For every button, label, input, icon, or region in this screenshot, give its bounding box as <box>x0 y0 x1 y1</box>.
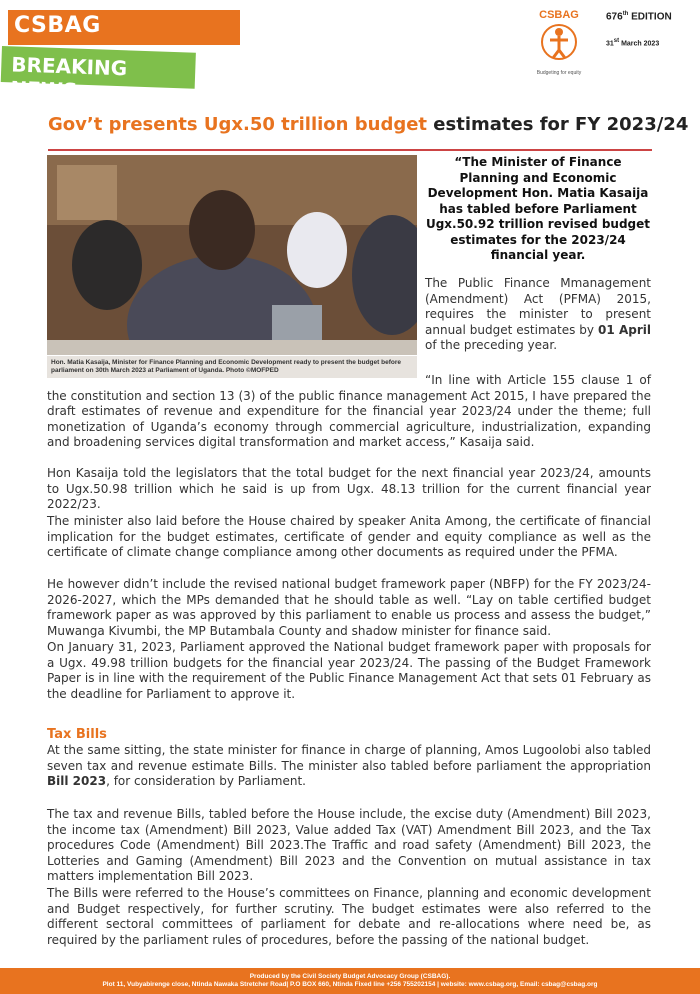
paragraph-committees: The Bills were referred to the House’s committees on Finance, planning and economic development and Budget respectively, for further scrutiny. The budget estimates were also referred to the different sectoral committees of parliament for debate and re-allocations where need be, as required by the parliament rules of procedures, before the passing of the national budget. <box>47 886 651 947</box>
edition-suffix: th <box>622 11 629 17</box>
logo-figure-body <box>550 36 568 58</box>
photo-person-back <box>287 212 347 288</box>
logo-wordmark: CSBAG <box>539 9 579 21</box>
date-rest: March 2023 <box>619 40 660 48</box>
edition-number: 676 <box>606 11 623 23</box>
issue-date <box>606 38 659 47</box>
footer-contact: Plot 11, Vubyabirenge close, Ntinda Nawaka Stretcher Road| P.O BOX 660, Ntinda Fixed line +256 755202154 | website: www.csbag.org, Email: csbag@csbag.org <box>102 981 598 988</box>
breaking-news-banner <box>1 46 196 103</box>
paragraph-tax-bills-tabled <box>47 743 651 790</box>
intro-paragraph <box>425 276 651 354</box>
tax-text-before: At the same sitting, the state minister for finance in charge of planning, Amos Lugoolobi also tabled seven tax and revenue estimate Bills. The minister also tabled before parliament the appropriation <box>47 743 651 773</box>
paragraph-nbfp: He however didn’t include the revised national budget framework paper (NBFP) for the FY 2023/24-2026-2027, which the MPs demanded that he should table as well. “Lay on table certified budget framework paper as was approved by this parliament to enable us process and assess the budget,” Muwanga Kivumbi, the MP Butambala County and shadow minister for finance said. <box>47 577 651 638</box>
date-day: 31 <box>606 40 614 48</box>
photo-caption: Hon. Matia Kasaija, Minister for Finance Planning and Economic Development ready to present the budget before parliament on 30th March 2023 at Parliament of Uganda. Photo ©MOFPED <box>47 356 417 378</box>
date-suffix: st <box>613 38 620 44</box>
tax-text-after: , for consideration by Parliament. <box>106 774 306 788</box>
photo-person-left <box>72 220 142 310</box>
logo-tagline: Budgeting for equity <box>536 70 582 76</box>
headline-dark: estimates for FY 2023/24 <box>427 114 689 135</box>
breaking-news-label: BREAKING NEWS <box>10 52 128 103</box>
headline-orange: Gov’t presents Ugx.50 trillion budget <box>48 114 428 135</box>
logo-figure-head <box>555 28 563 36</box>
minister-photo <box>47 155 417 355</box>
footer <box>0 968 700 994</box>
intro-text-before: The Public Finance Mmanagement (Amendment) Act (PFMA) 2015, requires the minister to present annual budget estimates by <box>425 276 651 337</box>
pull-quote: “The Minister of Finance Planning and Economic Development Hon. Matia Kasaija has tabled before Parliament Ugx.50.92 trillion revised budget estimates for the 2023/24 financial year. <box>425 155 651 262</box>
csbag-logo <box>528 4 590 80</box>
intro-deadline: 01 April <box>597 322 651 337</box>
paragraph-total-budget: Hon Kasaija told the legislators that the total budget for the next financial year 2023/24, amounts to Ugx.50.98 trillion which he said is up from Ugx. 48.13 trillion for the current financial year 2022/23. <box>47 466 651 511</box>
paragraph-framework-approval: On January 31, 2023, Parliament approved the National budget framework paper with proposals for a Ugx. 49.98 trillion budgets for the financial year 2023/24. The passing of the Budget Framework Paper is in line with the requirement of the Public Finance Management Act that sets 01 February as the deadline for Parliament to approve it. <box>47 640 651 701</box>
footer-producer: Produced by the Civil Society Budget Advocacy Group (CSBAG). <box>249 973 451 980</box>
edition-word: EDITION <box>628 11 672 23</box>
section-heading-tax-bills: Tax Bills <box>47 727 107 742</box>
photo-window <box>57 165 117 220</box>
page-title <box>48 114 689 135</box>
photo-minister-head <box>189 190 255 270</box>
edition-label <box>606 11 672 22</box>
brand-name: CSBAG <box>14 13 101 38</box>
headline-divider <box>48 149 652 151</box>
intro-text-after: of the preceding year. <box>425 338 558 352</box>
paragraph-certificates: The minister also laid before the House chaired by speaker Anita Among, the certificate of financial implication for the budget estimates, certificate of gender and equity compliance as well as the certificate of climate change compliance among other documents as required under the PFMA. <box>47 514 651 559</box>
paragraph-kasaija-quote: “In line with Article 155 clause 1 of the constitution and section 13 (3) of the public finance management Act 2015, I have prepared the draft estimates of revenue and expenditure for the financial year 2023/24 under the theme; full monetization of Uganda’s economy through commercial agriculture, industrialization, expanding and broadening services digital transformation and market access,” Kasaija said. <box>47 373 651 449</box>
paragraph-bill-list: The tax and revenue Bills, tabled before the House include, the excise duty (Amendment) Bill 2023, the income tax (Amendment) Bill 2023, Value added Tax (VAT) Amendment Bill 2023, and the Tax procedures Code (Amendment) Bill 2023.The Traffic and road safety (Amendment) Bill 2023, the Lotteries and Gaming (Amendment) Bill 2023 and the Convention on mutual assistance in tax matters implementation Bill 2023. <box>47 807 651 883</box>
tax-bill-bold: Bill 2023 <box>47 774 107 788</box>
photo-desk <box>47 340 417 355</box>
